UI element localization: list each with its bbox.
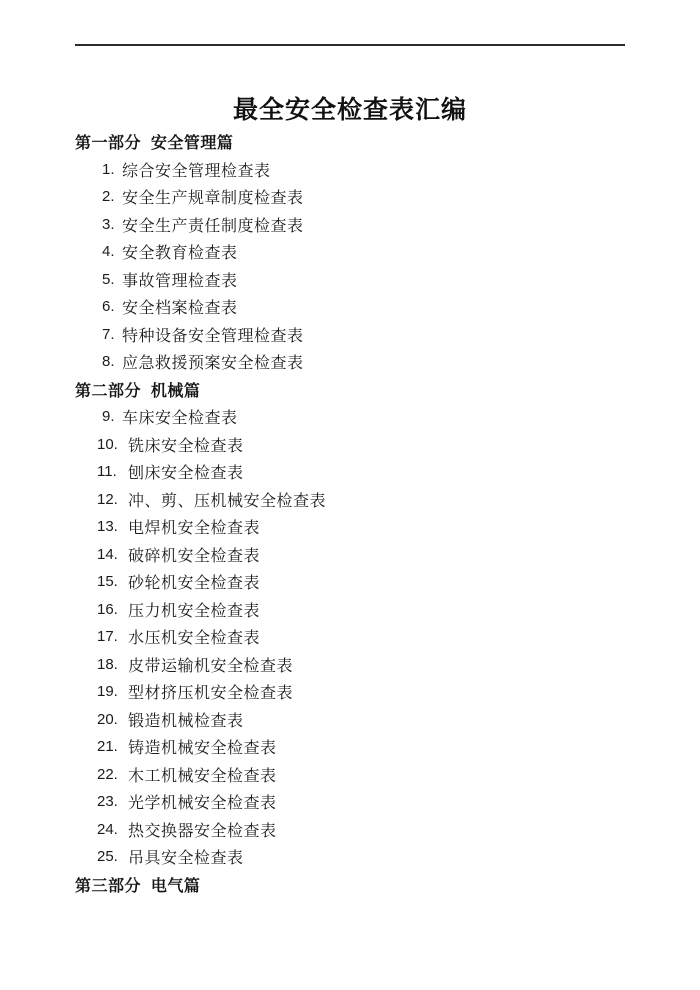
toc-item-label: 吊具安全检查表: [128, 850, 244, 868]
toc-list: [75, 156, 645, 376]
toc-item-label: 安全生产责任制度检查表: [122, 217, 304, 235]
page-title: 最全安全检查表汇编: [232, 96, 467, 124]
toc-item-number: 17.: [97, 628, 118, 646]
toc-item: [75, 183, 645, 211]
toc-item: [75, 541, 645, 569]
toc-item-number: 12.: [97, 490, 118, 508]
toc-item: [75, 238, 645, 266]
toc-item: [75, 678, 645, 706]
toc-item: [75, 513, 645, 541]
header-rule: [75, 44, 625, 46]
toc-item-number: 23.: [97, 793, 118, 811]
toc-item-label: 综合安全管理检查表: [122, 162, 271, 180]
toc-item-number: 7.: [102, 325, 115, 343]
toc-section: [75, 376, 645, 871]
toc-item-number: 18.: [97, 655, 118, 673]
toc-item-label: 水压机安全检查表: [128, 630, 261, 648]
toc-item-label: 光学机械安全检查表: [128, 795, 277, 813]
toc-item-label: 铣床安全检查表: [128, 437, 244, 455]
toc-item: [75, 321, 645, 349]
toc-item-number: 3.: [102, 215, 115, 233]
toc-item: [75, 733, 645, 761]
toc-item-number: 9.: [102, 408, 115, 426]
toc-item-label: 刨床安全检查表: [128, 465, 244, 483]
sections: [0, 128, 700, 898]
toc-item: [75, 761, 645, 789]
toc-item-number: 10.: [97, 435, 118, 453]
toc-item-label: 锻造机械检查表: [128, 712, 244, 730]
toc-item: [75, 348, 645, 376]
toc-item-number: 21.: [97, 738, 118, 756]
toc-item: [75, 486, 645, 514]
toc-item: [75, 458, 645, 486]
toc-item: [75, 431, 645, 459]
toc-item: [75, 156, 645, 184]
toc-item-label: 电焊机安全检查表: [128, 520, 261, 538]
toc-item-label: 皮带运输机安全检查表: [128, 657, 294, 675]
toc-item: [75, 403, 645, 431]
toc-item-number: 20.: [97, 710, 118, 728]
toc-item: [75, 788, 645, 816]
toc-item-label: 砂轮机安全检查表: [128, 575, 261, 593]
toc-item-label: 破碎机安全检查表: [128, 547, 261, 565]
toc-item-number: 15.: [97, 573, 118, 591]
toc-item-number: 25.: [97, 848, 118, 866]
toc-item: [75, 706, 645, 734]
toc-item-number: 8.: [102, 353, 115, 371]
toc-item-label: 压力机安全检查表: [128, 602, 261, 620]
toc-item-number: 6.: [102, 298, 115, 316]
toc-item-number: 13.: [97, 518, 118, 536]
toc-item-number: 4.: [102, 243, 115, 261]
toc-item-label: 冲、剪、压机械安全检查表: [128, 492, 327, 510]
toc-item-label: 特种设备安全管理检查表: [122, 327, 304, 345]
toc-item-label: 铸造机械安全检查表: [128, 740, 277, 758]
toc-item: [75, 623, 645, 651]
toc-item-label: 车床安全检查表: [122, 410, 238, 428]
toc-item-label: 木工机械安全检查表: [128, 767, 277, 785]
toc-item-label: 安全档案检查表: [122, 300, 238, 318]
toc-item-label: 安全教育检查表: [122, 245, 238, 263]
toc-section: [75, 128, 645, 376]
toc-item-label: 事故管理检查表: [122, 272, 238, 290]
toc-item-number: 11.: [97, 463, 117, 481]
toc-item-number: 19.: [97, 683, 118, 701]
toc-item: [75, 293, 645, 321]
toc-item-number: 14.: [97, 545, 118, 563]
toc-item-label: 应急救援预案安全检查表: [122, 355, 304, 373]
toc-item-label: 热交换器安全检查表: [128, 822, 277, 840]
toc-item-number: 22.: [97, 765, 118, 783]
toc-item-number: 2.: [102, 188, 115, 206]
toc-item: [75, 266, 645, 294]
toc-item-number: 24.: [97, 820, 118, 838]
toc-item-number: 5.: [102, 270, 115, 288]
toc-item: [75, 596, 645, 624]
toc-list: [75, 403, 645, 871]
toc-section: [75, 871, 645, 899]
toc-item-label: 安全生产规章制度检查表: [122, 190, 304, 208]
section-heading: 第二部分 机械篇: [75, 382, 201, 400]
toc-item: [75, 651, 645, 679]
toc-item-number: 16.: [97, 600, 118, 618]
toc-item: [75, 211, 645, 239]
toc-item: [75, 843, 645, 871]
toc-item-label: 型材挤压机安全检查表: [128, 685, 294, 703]
section-heading: 第三部分 电气篇: [75, 877, 201, 895]
section-heading: 第一部分 安全管理篇: [75, 135, 234, 153]
toc-item-number: 1.: [102, 160, 115, 178]
toc-item: [75, 816, 645, 844]
toc-item: [75, 568, 645, 596]
